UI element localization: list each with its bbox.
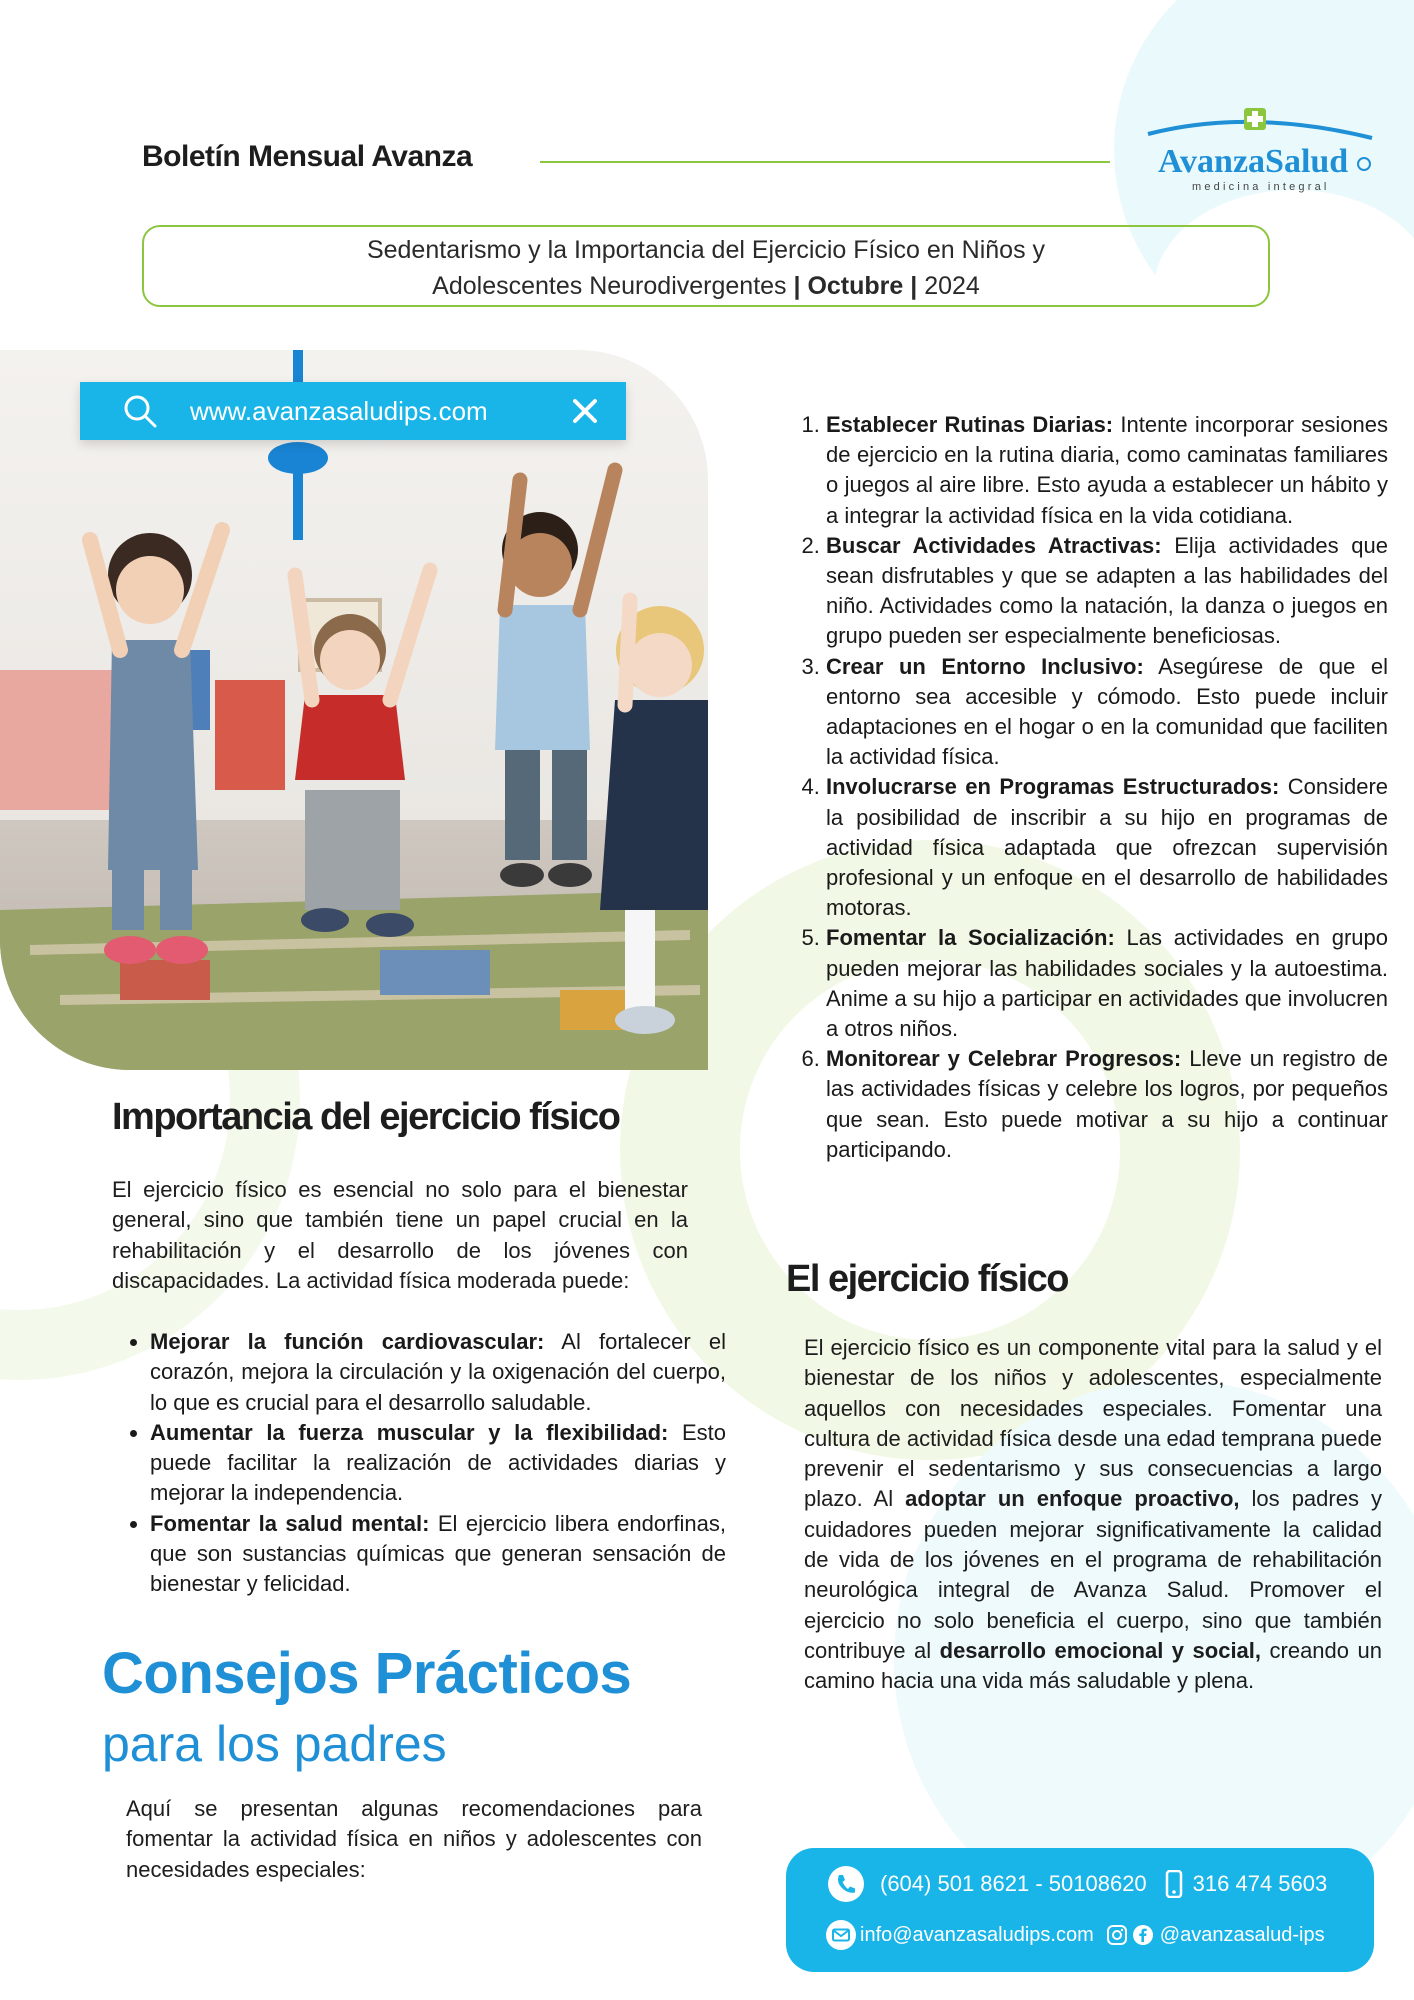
ejercicio-text-3: creando un camino hacia una vida más saludable y plena. — [804, 1637, 1382, 1694]
search-icon[interactable] — [122, 393, 158, 429]
tip-text: Asegúrese de que el entorno sea accesible y cómodo. Esto puede incluir adaptaciones en el hogar o en la comunidad que faciliten la actividad física. — [826, 653, 1388, 770]
tip-title: Involucrarse en Programas Estructurados: — [826, 774, 1280, 800]
benefit-title: Aumentar la fuerza muscular y la flexibilidad: — [150, 1419, 669, 1445]
consejos-subtitle: para los padres — [102, 1716, 447, 1772]
tip-item — [826, 772, 1388, 923]
tips-list — [798, 410, 1388, 1165]
logo-tagline-text: medicina integral — [1192, 181, 1330, 193]
medical-cross-icon — [1244, 108, 1266, 130]
logo-brand-text: AvanzaSalud — [1158, 143, 1349, 180]
benefit-item — [150, 1418, 726, 1509]
tip-item — [826, 1044, 1388, 1165]
subtitle-line2 — [144, 268, 1268, 304]
tip-title: Fomentar la Socialización: — [826, 925, 1115, 951]
mobile-number[interactable]: 316 474 5603 — [1192, 1871, 1328, 1896]
tip-text: Intente incorporar sesiones de ejercicio en la rutina diaria, como caminatas familiares o juegos al aire libre. Esto ayuda a establecer un hábito y a integrar la actividad física en la vida cotidiana. — [826, 412, 1388, 528]
tip-item — [826, 410, 1388, 531]
tip-title: Establecer Rutinas Diarias: — [826, 412, 1114, 437]
ejercicio-text-2: los padres y cuidadores pueden mejorar significativamente la calidad de vida de los jóvenes en el programa de rehabilitación neurológica integral de Avanza Salud. Promover el ejercicio no solo beneficia el cuerpo, sino que también contribuye al — [804, 1486, 1383, 1663]
avanzasalud-logo — [1140, 100, 1380, 200]
benefit-text: Al fortalecer el corazón, mejora la circulación y la oxigenación del cuerpo, lo que es crucial para el desarrollo saludable. — [150, 1329, 726, 1415]
benefit-item — [150, 1509, 726, 1600]
subtitle-separator-2: | — [910, 272, 918, 300]
tip-text: Lleve un registro de las actividades físicas y celebre los logros, por pequeños que sean. Esto puede motivar a su hijo a continuar participando. — [826, 1046, 1388, 1162]
importancia-intro: El ejercicio físico es esencial no solo para el bienestar general, sino que también tiene un papel crucial en la rehabilitación y el desarrollo de los jóvenes con discapacidades. La actividad física moderada puede: — [112, 1177, 688, 1293]
ejercicio-heading: El ejercicio físico — [786, 1258, 1068, 1300]
ejercicio-text-1: El ejercicio físico es un componente vital para la salud y el bienestar de los niños y adolescentes, especialmente aquellos con necesidades especiales. Fomentar una cultura de actividad física desde una edad temprana puede prevenir el sedentarismo y sus consecuencias a largo plazo. Al — [804, 1335, 1382, 1512]
tip-item — [826, 923, 1388, 1044]
benefit-text: El ejercicio libera endorfinas, que son sustancias químicas que generan sensación de bienestar y felicidad. — [150, 1510, 726, 1597]
tip-title: Crear un Entorno Inclusivo: — [826, 653, 1144, 679]
search-url-text[interactable]: www.avanzasaludips.com — [190, 395, 488, 426]
phone-number[interactable]: (604) 501 8621 - 50108620 — [880, 1871, 1147, 1896]
email-address[interactable]: info@avanzasaludips.com — [860, 1923, 1094, 1946]
facebook-icon[interactable] — [1132, 1924, 1154, 1946]
tip-item — [826, 652, 1388, 773]
children-exercising-photo — [0, 350, 708, 1070]
subtitle-box — [142, 225, 1270, 307]
tip-text: Considere la posibilidad de inscribir a su hijo en programas de actividad física adaptada que ofrezcan supervisión profesional y un enfoque en el desarrollo de habilidades motoras. — [826, 774, 1389, 921]
ejercicio-bold-2: desarrollo emocional y social, — [939, 1637, 1262, 1663]
contact-phones — [828, 1866, 1327, 1902]
instagram-icon[interactable] — [1106, 1924, 1128, 1946]
benefit-text: Esto puede facilitar la realización de actividades diarias y mejorar la independencia. — [150, 1419, 726, 1506]
social-handle[interactable]: @avanzasalud-ips — [1159, 1923, 1325, 1946]
contact-online — [826, 1920, 1325, 1950]
benefit-title: Fomentar la salud mental: — [150, 1510, 430, 1536]
ejercicio-bold-1: adoptar un enfoque proactivo, — [905, 1486, 1240, 1512]
tip-text: Elija actividades que sean disfrutables y que se adapten a las habilidades del niño. Actividades como la natación, la danza o juegos en grupo pueden ser especialmente beneficiosas. — [826, 532, 1388, 649]
newsletter-title: Boletín Mensual Avanza — [142, 140, 473, 173]
tip-item — [826, 531, 1388, 652]
ejercicio-paragraph — [804, 1333, 1382, 1697]
email-icon — [826, 1920, 856, 1950]
benefits-list — [112, 1327, 726, 1600]
tip-title: Buscar Actividades Atractivas: — [826, 532, 1162, 558]
close-icon[interactable] — [572, 398, 598, 424]
subtitle-month: Octubre — [807, 272, 904, 300]
tip-title: Monitorear y Celebrar Progresos: — [826, 1046, 1182, 1072]
benefit-title: Mejorar la función cardiovascular: — [150, 1329, 545, 1354]
phone-icon — [828, 1866, 864, 1902]
consejos-title: Consejos Prácticos — [102, 1641, 632, 1706]
subtitle-topic: Adolescentes Neurodivergentes — [432, 272, 787, 300]
header-divider — [540, 161, 1110, 163]
tip-text: Las actividades en grupo pueden mejorar las habilidades sociales y la autoestima. Anime a su hijo a participar en actividades que involucren a otros niños. — [826, 925, 1388, 1042]
subtitle-year: 2024 — [924, 272, 980, 300]
subtitle-line1: Sedentarismo y la Importancia del Ejercicio Físico en Niños y — [366, 236, 1046, 264]
mobile-phone-icon — [1165, 1870, 1183, 1898]
subtitle-separator: | — [793, 272, 801, 300]
importancia-heading: Importancia del ejercicio físico — [112, 1096, 620, 1138]
consejos-intro: Aquí se presentan algunas recomendaciones para fomentar la actividad física en niños y adolescentes con necesidades especiales: — [126, 1796, 702, 1882]
contact-card — [786, 1848, 1374, 1972]
benefit-item — [150, 1327, 726, 1418]
search-bar[interactable] — [80, 382, 626, 440]
